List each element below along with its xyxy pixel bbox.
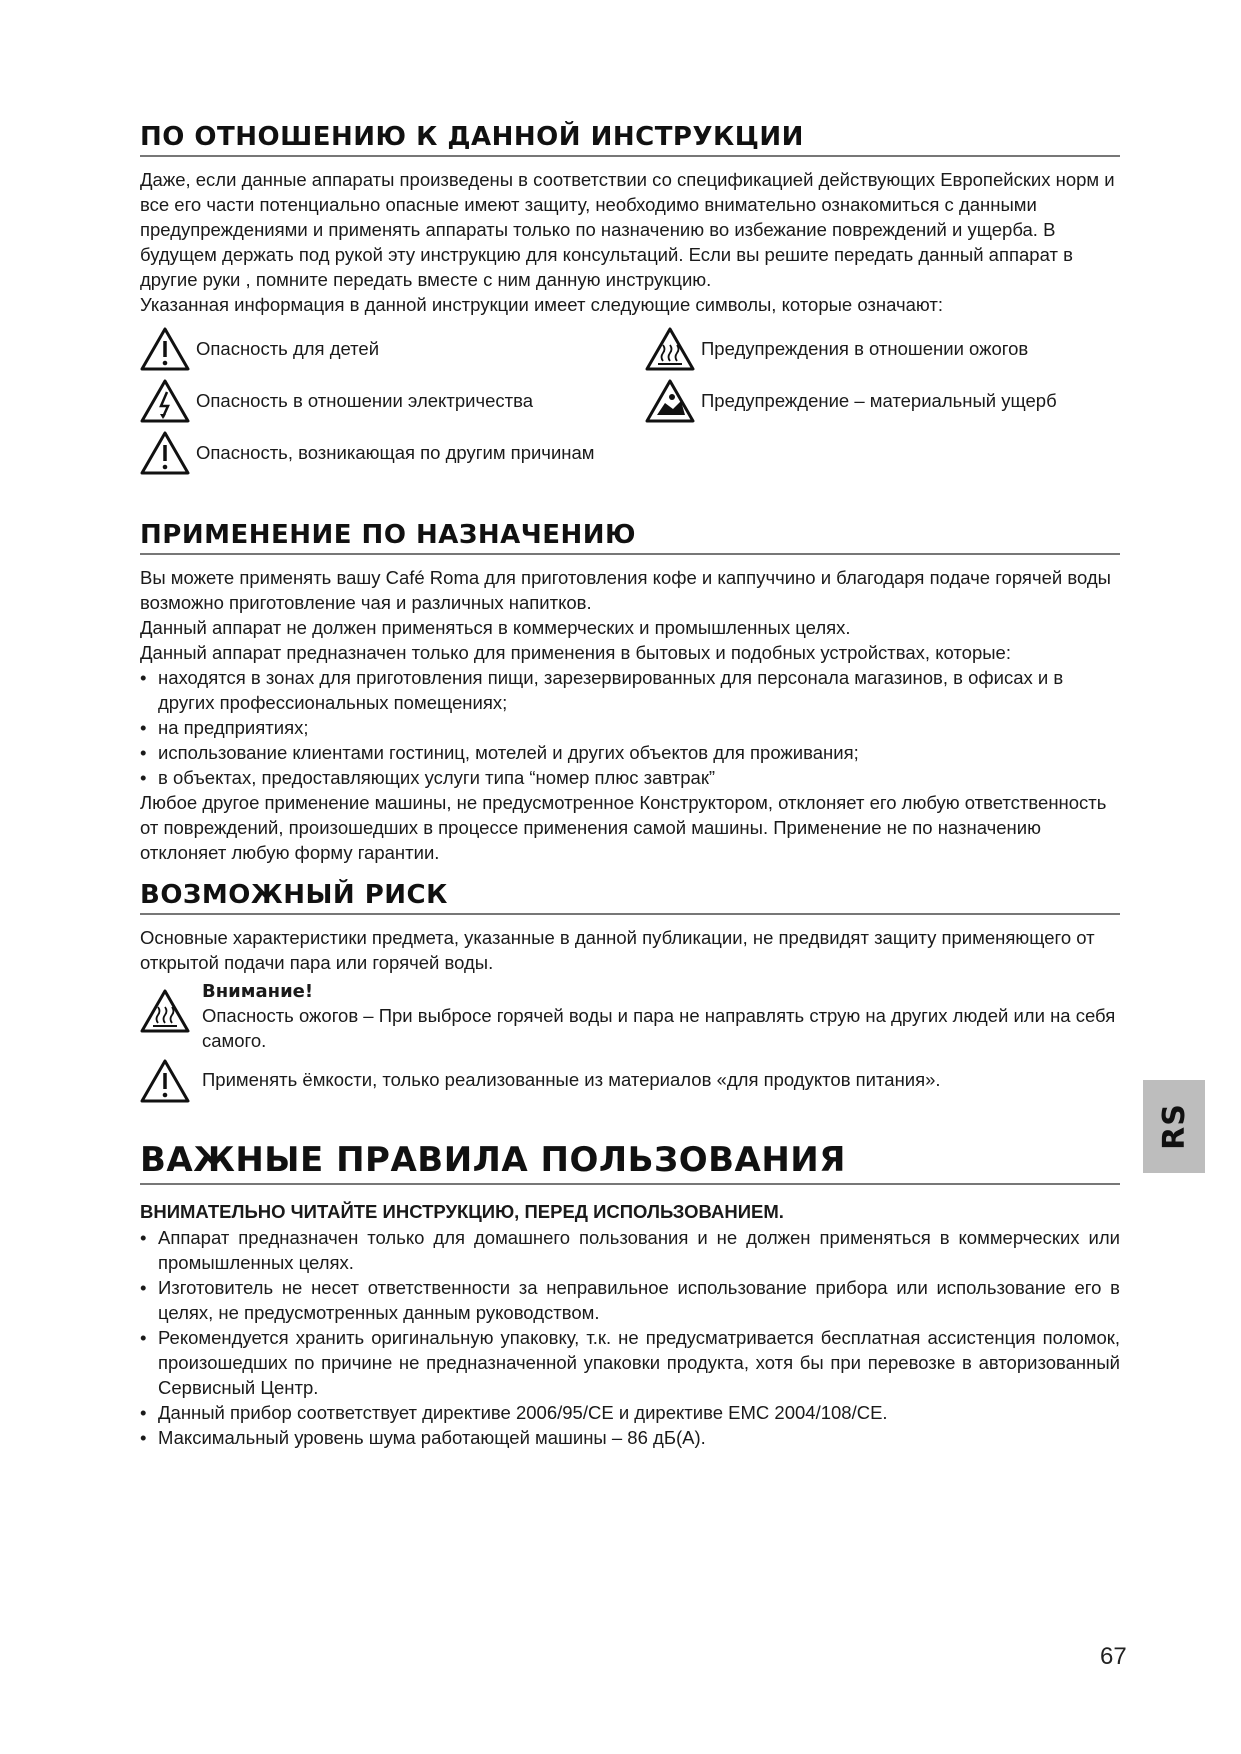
symbol-damage: Предупреждение – материальный ущерб xyxy=(645,379,1057,423)
food-container-warning xyxy=(140,1059,1120,1103)
warning-text: Опасность ожогов – При выбросе горячей воды и пара не направлять струю на других людей или на себя самого. xyxy=(202,1005,1116,1051)
list-item: • Максимальный уровень шума работающей машины – 86 дБ(А). xyxy=(140,1427,706,1448)
list-item: • в объектах, предоставляющих услуги типа “номер плюс завтрак” xyxy=(140,767,716,788)
page-number: 67 xyxy=(1100,1643,1127,1670)
hot-surface-icon xyxy=(140,989,190,1033)
warning-triangle-icon xyxy=(140,327,190,371)
list-item: • Рекомендуется хранить оригинальную упаковку, т.к. не предусматривается бесплатная ассистенция поломок, произошедших по причине не предназначенной упаковки продукта, хотя бы при перевозке в авторизованный Сервисный Центр. xyxy=(140,1327,1120,1398)
symbol-burns: Предупреждения в отношении ожогов xyxy=(645,327,1028,371)
symbol-legend xyxy=(140,327,1120,487)
paragraph: Вы можете применять вашу Café Roma для приготовления кофе и каппуччино и благодаря подаче горячей воды возможно приготовление чая и различных напитков. xyxy=(140,567,1111,613)
paragraph: Данный аппарат предназначен только для применения в бытовых и подобных устройствах, которые: xyxy=(140,642,1011,663)
burn-warning xyxy=(140,981,1120,1053)
symbol-other: Опасность, возникающая по другим причинам xyxy=(140,431,595,475)
paragraph: Данный аппарат не должен применяться в коммерческих и промышленных целях. xyxy=(140,617,851,638)
section-title: ВАЖНЫЕ ПРАВИЛА ПОЛЬЗОВАНИЯ xyxy=(140,1140,1120,1185)
language-tab: RS xyxy=(1143,1080,1205,1173)
warning-triangle-icon xyxy=(140,1059,190,1103)
use-list xyxy=(140,665,1120,790)
symbols-intro: Указанная информация в данной инструкции имеет следующие символы, которые означают: xyxy=(140,294,944,315)
electric-hazard-icon xyxy=(140,379,190,423)
symbol-children: Опасность для детей xyxy=(140,327,379,371)
list-item: • использование клиентами гостиниц, мотелей и других объектов для проживания; xyxy=(140,742,859,763)
section-subtitle: ВНИМАТЕЛЬНО ЧИТАЙТЕ ИНСТРУКЦИЮ, ПЕРЕД ИСПОЛЬЗОВАНИЕМ. xyxy=(140,1201,784,1222)
section-possible-risk xyxy=(140,880,1120,1103)
rules-list xyxy=(140,1225,1120,1450)
section-about-instructions xyxy=(140,122,1120,487)
hot-surface-icon xyxy=(645,327,695,371)
section-title: ПРИМЕНЕНИЕ ПО НАЗНАЧЕНИЮ xyxy=(140,520,1120,555)
material-damage-icon xyxy=(645,379,695,423)
list-item: • Изготовитель не несет ответственности за неправильное использование прибора или использование его в целях, не предусмотренных данным руководством. xyxy=(140,1277,1120,1323)
list-item: • находятся в зонах для приготовления пищи, зарезервированных для персонала магазинов, в офисах и в других профессиональных помещениях; xyxy=(140,667,1064,713)
section-title: ВОЗМОЖНЫЙ РИСК xyxy=(140,880,1120,915)
warning-triangle-icon xyxy=(140,431,190,475)
list-item: • Данный прибор соответствует директиве 2006/95/CE и директиве EMC 2004/108/CE. xyxy=(140,1402,888,1423)
intro-paragraph: Даже, если данные аппараты произведены в соответствии со спецификацией действующих Европейских норм и все его части потенциально опасные имеют защиту, необходимо внимательно ознакомиться с данными предупреждениями и применять аппараты только по назначению во избежание повреждений и ущерба. В будущем держать под рукой эту инструкцию для консультаций. Если вы решите передать данный аппарат в другие руки , помните передать вместе с ним данную инструкцию. xyxy=(140,169,1115,290)
paragraph: Основные характеристики предмета, указанные в данной публикации, не предвидят защиту применяющего от открытой подачи пара или горячей воды. xyxy=(140,927,1095,973)
symbol-electric: Опасность в отношении электричества xyxy=(140,379,533,423)
section-important-rules xyxy=(140,1140,1120,1450)
list-item: • на предприятиях; xyxy=(140,717,309,738)
section-intended-use xyxy=(140,520,1120,865)
warning-title: Внимание! xyxy=(202,981,314,1002)
paragraph: Любое другое применение машины, не предусмотренное Конструктором, отклоняет его любую ответственность от повреждений, произошедших в процессе применения самой машины. Применение не по назначению отклоняет любую форму гарантии. xyxy=(140,792,1107,863)
section-title: ПО ОТНОШЕНИЮ К ДАННОЙ ИНСТРУКЦИИ xyxy=(140,122,1120,157)
list-item: • Аппарат предназначен только для домашнего пользования и не должен применяться в коммерческих или промышленных целях. xyxy=(140,1227,1120,1273)
warning-text: Применять ёмкости, только реализованные из материалов «для продуктов питания». xyxy=(202,1069,941,1090)
